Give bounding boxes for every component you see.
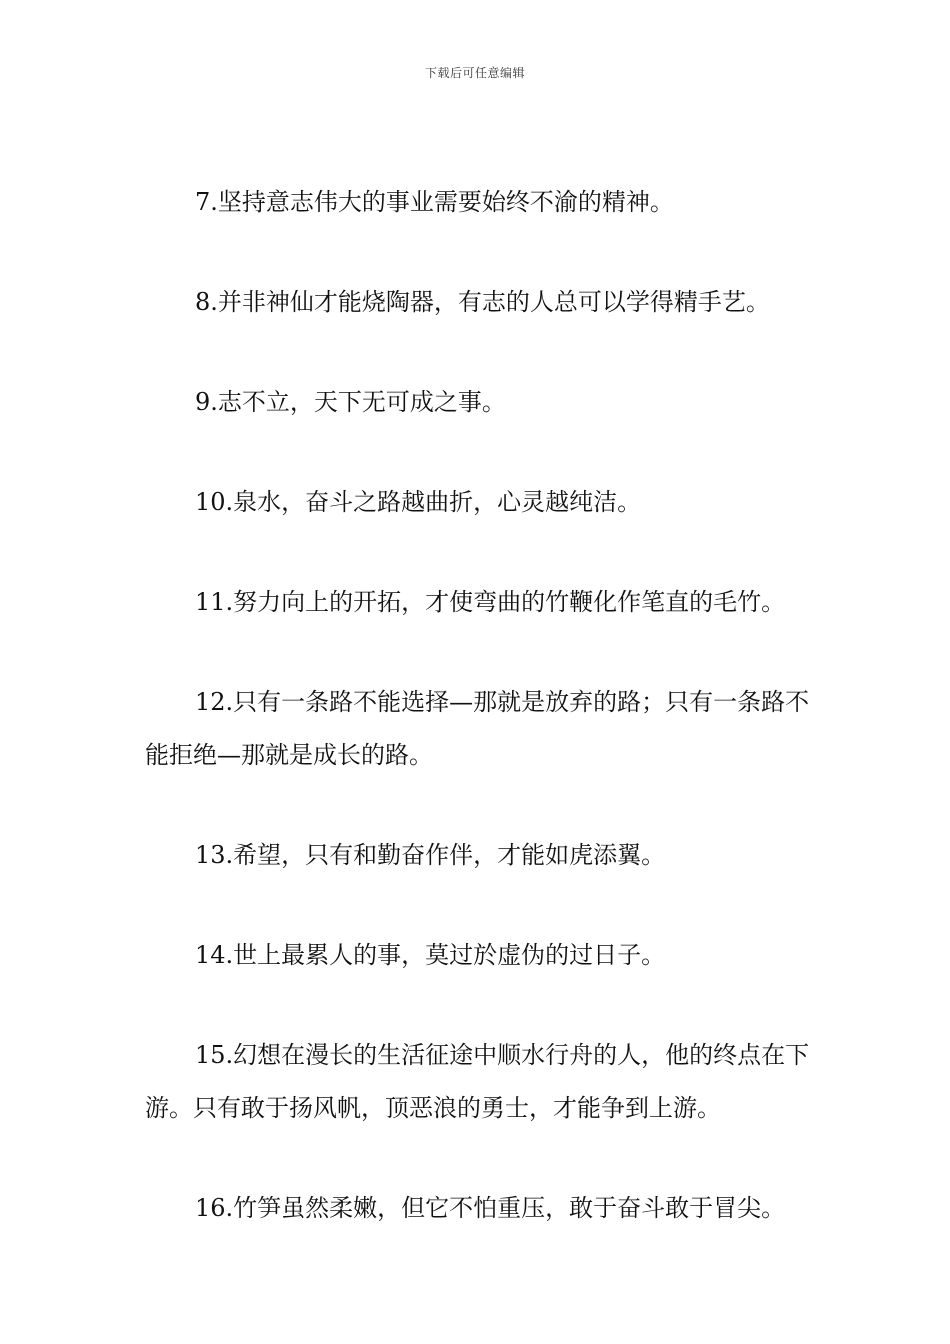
- paragraph-11: 11.努力向上的开拓，才使弯曲的竹鞭化作笔直的毛竹。: [195, 588, 786, 616]
- paragraph-16: 16.竹笋虽然柔嫩，但它不怕重压，敢于奋斗敢于冒尖。: [195, 1194, 786, 1222]
- paragraph-gap: [145, 229, 825, 276]
- paragraph-12: 12.只有一条路不能选择—那就是放弃的路；只有一条路不能拒绝—那就是成长的路。: [145, 688, 810, 769]
- paragraph-gap: [145, 982, 825, 1029]
- paragraph-8: 8.并非神仙才能烧陶器，有志的人总可以学得精手艺。: [195, 288, 770, 316]
- paragraph-15: 15.幻想在漫长的生活征途中顺水行舟的人，他的终点在下游。只有敢于扬风帆，顶恶浪的勇士，才能争到上游。: [145, 1041, 810, 1122]
- paragraph-7: 7.坚持意志伟大的事业需要始终不渝的精神。: [195, 188, 674, 216]
- paragraph-9: 9.志不立，天下无可成之事。: [195, 388, 506, 416]
- paragraph-gap: [145, 1135, 825, 1182]
- paragraph-gap: [145, 529, 825, 576]
- paragraph-gap: [145, 882, 825, 929]
- paragraph-10: 10.泉水，奋斗之路越曲折，心灵越纯洁。: [195, 488, 642, 516]
- paragraph-14: 14.世上最累人的事，莫过於虚伪的过日子。: [195, 941, 666, 969]
- paragraph-13: 13.希望，只有和勤奋作伴，才能如虎添翼。: [195, 841, 666, 869]
- paragraph-gap: [145, 629, 825, 676]
- paragraph-gap: [145, 782, 825, 829]
- paragraph-gap: [145, 329, 825, 376]
- paragraph-gap: [145, 429, 825, 476]
- document-body: [145, 176, 825, 1235]
- page-header: 下载后可任意编辑: [424, 66, 525, 80]
